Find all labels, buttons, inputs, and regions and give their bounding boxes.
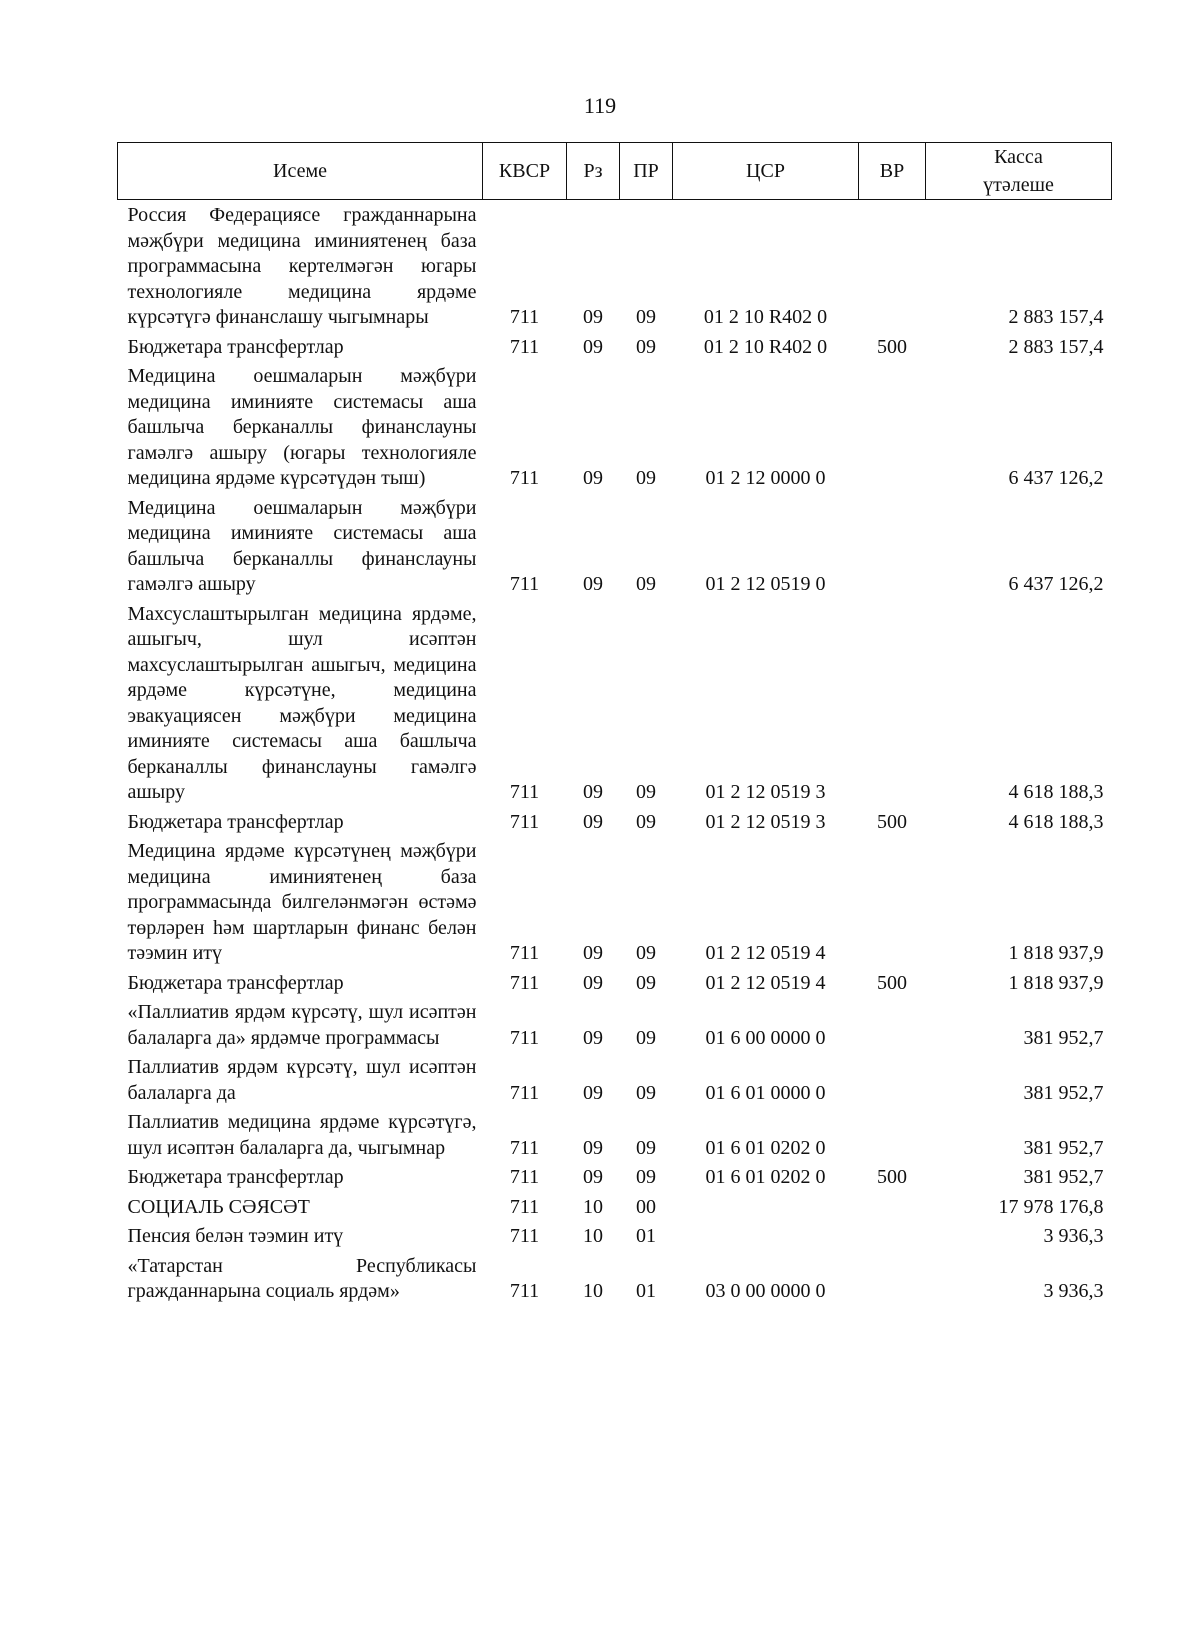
- cell-name: «Татарстан Республикасы гражданнарына социаль ярдәм»: [127, 1254, 477, 1302]
- cell-kvsr: 711: [509, 942, 540, 964]
- cell-pr: 09: [636, 1026, 656, 1049]
- cell-kassa: 4 618 188,3: [1008, 810, 1104, 833]
- header-kassa: [926, 143, 1112, 200]
- header-kvsr: КВСР: [483, 143, 567, 200]
- cell-kvsr: 711: [509, 1280, 540, 1302]
- cell-kvsr: 711: [509, 306, 540, 328]
- table-row: [118, 1254, 1112, 1309]
- cell-kassa: 3 936,3: [1043, 1225, 1104, 1247]
- cell-pr: 09: [636, 573, 656, 595]
- cell-kassa: 6 437 126,2: [1008, 467, 1104, 489]
- cell-name: Бюджетара трансфертлар: [127, 335, 344, 358]
- cell-pr: 09: [636, 810, 656, 833]
- cell-name: Бюджетара трансфертлар: [127, 971, 344, 994]
- cell-kvsr: 711: [509, 1195, 540, 1218]
- cell-pr: 09: [636, 306, 656, 328]
- cell-kvsr: 711: [509, 1166, 540, 1188]
- cell-csr: 01 6 01 0202 0: [705, 1136, 826, 1159]
- cell-csr: 01 2 12 0519 0: [705, 573, 826, 595]
- cell-vr: [859, 496, 926, 602]
- header-kassa-line1: Касса: [994, 146, 1043, 168]
- cell-kvsr: 711: [509, 573, 540, 595]
- cell-vr: 500: [877, 1166, 907, 1188]
- cell-kvsr: 711: [509, 467, 540, 489]
- cell-rz: 09: [583, 810, 603, 833]
- cell-vr: [859, 839, 926, 971]
- table-row: [118, 602, 1112, 810]
- table-row: [118, 839, 1112, 971]
- cell-rz: 09: [583, 1081, 603, 1104]
- cell-rz: 09: [583, 971, 603, 994]
- header-kassa-line2: үтәлеше: [983, 174, 1054, 196]
- cell-rz: 09: [583, 335, 603, 358]
- cell-kassa: 1 818 937,9: [1008, 942, 1104, 964]
- cell-kassa: 381 952,7: [1023, 1166, 1104, 1188]
- cell-vr: 500: [877, 810, 907, 833]
- header-vr: ВР: [859, 143, 926, 200]
- cell-csr: 01 2 12 0519 4: [705, 942, 826, 964]
- cell-rz: 09: [583, 1026, 603, 1049]
- cell-rz: 10: [583, 1225, 603, 1247]
- cell-vr: [859, 364, 926, 496]
- cell-name: Пенсия белән тәэмин итү: [127, 1225, 344, 1247]
- cell-csr: 01 2 12 0000 0: [705, 467, 826, 489]
- cell-rz: 09: [583, 942, 603, 964]
- cell-kassa: 1 818 937,9: [1008, 971, 1104, 994]
- cell-name: «Паллиатив ярдәм күрсәтү, шул исәптән балаларга да» ярдәмче программасы: [127, 1001, 477, 1049]
- header-csr: ЦСР: [673, 143, 859, 200]
- cell-kassa: 381 952,7: [1023, 1136, 1104, 1159]
- table-row: [118, 1000, 1112, 1055]
- cell-kvsr: 711: [509, 335, 540, 358]
- cell-kassa: 3 936,3: [1043, 1280, 1104, 1302]
- cell-pr: 09: [636, 467, 656, 489]
- cell-vr: [859, 1195, 926, 1225]
- cell-rz: 09: [583, 1136, 603, 1159]
- cell-csr: [673, 1224, 859, 1254]
- cell-rz: 10: [583, 1280, 603, 1302]
- cell-csr: 01 6 01 0202 0: [705, 1166, 826, 1188]
- cell-kassa: 6 437 126,2: [1008, 573, 1104, 595]
- cell-name: Паллиатив медицина ярдәме күрсәтүгә, шул исәптән балаларга да, чыгымнар: [127, 1111, 477, 1159]
- cell-csr: [673, 1195, 859, 1225]
- cell-pr: 09: [636, 1081, 656, 1104]
- budget-table: [117, 142, 1112, 1309]
- header-pr: ПР: [620, 143, 673, 200]
- table-row: [118, 1165, 1112, 1195]
- cell-name: СОЦИАЛЬ СӘЯСӘТ: [127, 1195, 310, 1218]
- cell-rz: 09: [583, 573, 603, 595]
- cell-name: Медицина оешмаларын мәҗбүри медицина иминияте системасы аша башлыча берканаллы финанслауны гамәлгә ашыру: [127, 496, 477, 595]
- cell-vr: [859, 602, 926, 810]
- table-row: [118, 810, 1112, 840]
- cell-pr: 01: [636, 1225, 656, 1247]
- table-row: [118, 1195, 1112, 1225]
- cell-kvsr: 711: [509, 1225, 540, 1247]
- table-row: [118, 1110, 1112, 1165]
- cell-vr: 500: [877, 335, 907, 358]
- header-rz: Рз: [567, 143, 620, 200]
- table-row: [118, 200, 1112, 335]
- cell-rz: 09: [583, 467, 603, 489]
- cell-kassa: 381 952,7: [1023, 1026, 1104, 1049]
- table-row: [118, 1224, 1112, 1254]
- cell-pr: 09: [636, 781, 656, 803]
- cell-kvsr: 711: [509, 1136, 540, 1159]
- cell-rz: 09: [583, 306, 603, 328]
- cell-csr: 01 6 01 0000 0: [705, 1081, 826, 1104]
- cell-kvsr: 711: [509, 1081, 540, 1104]
- table-row: [118, 364, 1112, 496]
- cell-name: Россия Федерациясе гражданнарына мәҗбүри медицина иминиятенең база программасына кертелмәгән югары технологияле медицина ярдәме күрсәтүгә финанслашу чыгымнары: [127, 204, 477, 328]
- cell-vr: [859, 1055, 926, 1110]
- cell-pr: 09: [636, 1136, 656, 1159]
- cell-vr: [859, 1110, 926, 1165]
- cell-kvsr: 711: [509, 1026, 540, 1049]
- cell-name: Махсуслаштырылган медицина ярдәме, ашыгыч, шул исәптән махсуслаштырылган ашыгыч, медицина ярдәме күрсәтүне, медицина эвакуациясен мәҗбүри медицина иминияте системасы аша башлыча берканаллы финанслауны гамәлгә ашыру: [127, 602, 477, 803]
- cell-kvsr: 711: [509, 971, 540, 994]
- cell-pr: 09: [636, 1166, 656, 1188]
- cell-rz: 09: [583, 781, 603, 803]
- cell-vr: [859, 1254, 926, 1309]
- cell-kassa: 2 883 157,4: [1008, 335, 1104, 358]
- cell-name: Бюджетара трансфертлар: [127, 810, 344, 833]
- header-name: Исеме: [118, 143, 483, 200]
- cell-csr: 03 0 00 0000 0: [705, 1280, 826, 1302]
- cell-vr: [859, 1000, 926, 1055]
- table-row: [118, 971, 1112, 1001]
- cell-pr: 09: [636, 942, 656, 964]
- cell-csr: 01 2 12 0519 3: [705, 781, 826, 803]
- cell-name: Медицина оешмаларын мәҗбүри медицина иминияте системасы аша башлыча берканаллы финанслауны гамәлгә ашыру (югары технологияле медицина ярдәме күрсәтүдән тыш): [127, 365, 477, 489]
- cell-pr: 09: [636, 335, 656, 358]
- cell-name: Медицина ярдәме күрсәтүнең мәҗбүри медицина иминиятенең база программасында билгеләнмәгән өстәмә төрләрен һәм шартларын финанс белән тәэмин итү: [127, 840, 477, 964]
- cell-rz: 09: [583, 1166, 603, 1188]
- cell-kvsr: 711: [509, 810, 540, 833]
- cell-name: Паллиатив ярдәм күрсәтү, шул исәптән балаларга да: [127, 1056, 477, 1104]
- cell-vr: [859, 1224, 926, 1254]
- cell-csr: 01 6 00 0000 0: [705, 1026, 826, 1049]
- table-row: [118, 496, 1112, 602]
- cell-kassa: 381 952,7: [1023, 1081, 1104, 1104]
- cell-kassa: 2 883 157,4: [1008, 306, 1104, 328]
- cell-vr: [859, 200, 926, 335]
- page-number: 119: [583, 93, 617, 118]
- cell-pr: 00: [636, 1195, 656, 1218]
- table-row: [118, 335, 1112, 365]
- cell-rz: 10: [583, 1195, 603, 1218]
- cell-csr: 01 2 10 R402 0: [703, 306, 828, 328]
- table-row: [118, 1055, 1112, 1110]
- cell-vr: 500: [877, 971, 907, 994]
- cell-pr: 01: [636, 1280, 656, 1302]
- table-header-row: [118, 143, 1112, 200]
- cell-csr: 01 2 12 0519 3: [705, 810, 826, 833]
- cell-name: Бюджетара трансфертлар: [127, 1166, 344, 1188]
- cell-kassa: 4 618 188,3: [1008, 781, 1104, 803]
- cell-csr: 01 2 12 0519 4: [705, 971, 826, 994]
- cell-pr: 09: [636, 971, 656, 994]
- cell-kassa: 17 978 176,8: [998, 1195, 1104, 1218]
- cell-csr: 01 2 10 R402 0: [703, 335, 828, 358]
- cell-kvsr: 711: [509, 781, 540, 803]
